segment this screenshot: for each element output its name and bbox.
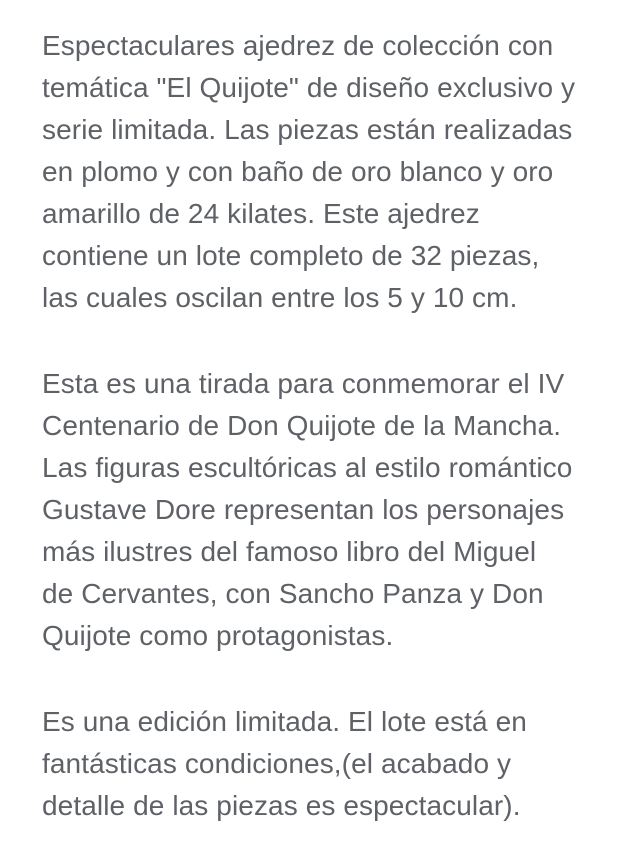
text-line: Centenario de Don Quijote de la Mancha. [42,410,562,441]
text-line: Gustave Dore representan los personajes [42,494,565,525]
text-line: contiene un lote completo de 32 piezas, [42,240,540,271]
text-line: en plomo y con baño de oro blanco y oro [42,156,554,187]
description-paragraph-3 [42,701,622,827]
text-line: Es una edición limitada. El lote está en [42,706,527,737]
text-line: más ilustres del famoso libro del Miguel [42,536,537,567]
description-paragraph-1 [42,25,622,319]
text-line: amarillo de 24 kilates. Este ajedrez [42,198,480,229]
text-line: detalle de las piezas es espectacular). [42,790,521,821]
text-line: temática "El Quijote" de diseño exclusivo y [42,72,576,103]
text-line: Esta es una tirada para conmemorar el IV [42,368,565,399]
text-line: serie limitada. Las piezas están realizadas [42,114,573,145]
text-line: de Cervantes, con Sancho Panza y Don [42,578,544,609]
text-line: Quijote como protagonistas. [42,620,394,651]
text-line: Las figuras escultóricas al estilo romántico [42,452,573,483]
text-line: fantásticas condiciones,(el acabado y [42,748,512,779]
text-line: las cuales oscilan entre los 5 y 10 cm. [42,282,518,313]
description-paragraph-2 [42,363,622,657]
text-line: Espectaculares ajedrez de colección con [42,30,554,61]
